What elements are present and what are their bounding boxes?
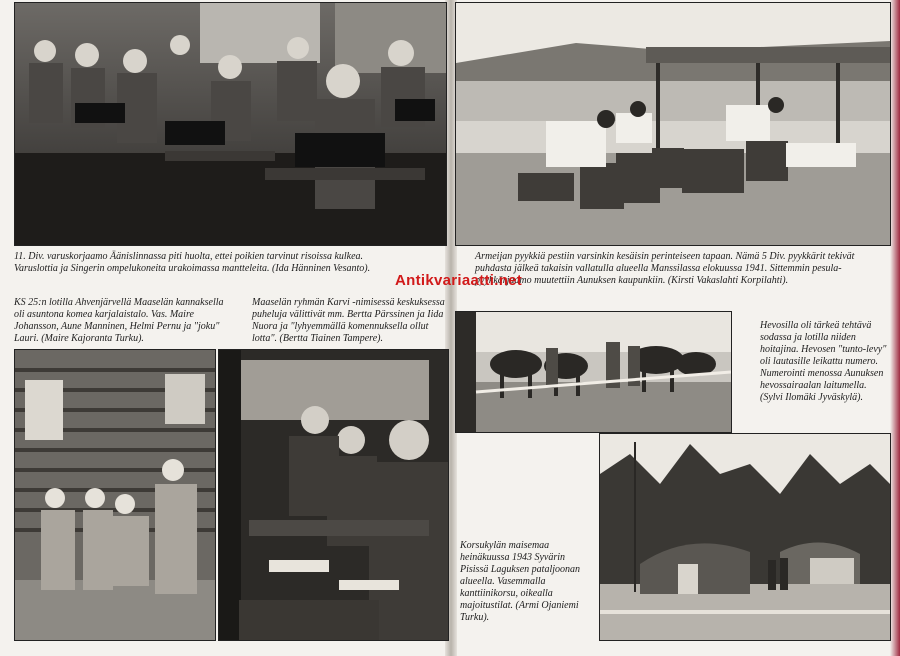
horses-photo <box>455 311 732 433</box>
caption-sewing-workshop: 11. Div. varuskorjaamo Äänislinnassa piti huolta, ettei poikien tarvinut risoissa kulkea. Varuslottia ja Singerin ompelukoneita urakoimassa mantteleita. (Ida Hänninen Vesanto). <box>14 251 371 274</box>
caption-laundry: Armeijan pyykkiä pestiin varsinkin kesäisin perinteiseen tapaan. Nämä 5 Div. pyykkärit tekivät puhdasta jälkeä takaisin vallatulla alueella Manssilassa elokuussa 1941. Sittemmin pesula-pyykkärjaamo muutettiin Aunuksen kaupunkiin. (Kirsti Vakaslahti Korpilahti). <box>475 251 855 286</box>
radio-operators-photo <box>218 349 449 641</box>
laundry-photo <box>455 2 891 246</box>
watermark-text: Antikvariaatti.net <box>395 272 523 289</box>
dugout-photo <box>599 433 891 641</box>
caption-radio-operators: Maaselän ryhmän Karvi -nimisessä keskuksessa puheluja välittivät mm. Bertta Pärssinen ja Iida Nuora ja "lyhyemmällä komennuksella ollut lotta". (Bertta Tiainen Tampere). <box>252 297 445 344</box>
sewing-workshop-photo <box>14 2 447 246</box>
caption-lottas-house: KS 25:n lotilla Ahvenjärvellä Maaselän kannaksella oli asuntona komea karjalaistalo. Vas. Maire Johansson, Aune Manninen, Helmi Pernu ja "joku" Lauri. (Maire Kajoranta Turku). <box>14 297 224 344</box>
lottas-house-photo <box>14 349 216 641</box>
caption-horses: Hevosilla oli tärkeä tehtävä sodassa ja lotilla niiden hoitajina. Hevosen "tunto-levy" oli lautasille leikattu numero. Numerointi menossa Aunuksen hevossairaalan laitumella. (Sylvi Ilomäki Jyväskylä). <box>760 320 887 403</box>
caption-dugout: Korsukylän maisemaa heinäkuussa 1943 Syvärin Pisissä Laguksen pataljoonan alueella. Vasemmalla kanttiinikorsu, oikealla majoitustilat. (Armi Ojaniemi Turku). <box>460 540 581 623</box>
page-edge <box>890 0 900 656</box>
